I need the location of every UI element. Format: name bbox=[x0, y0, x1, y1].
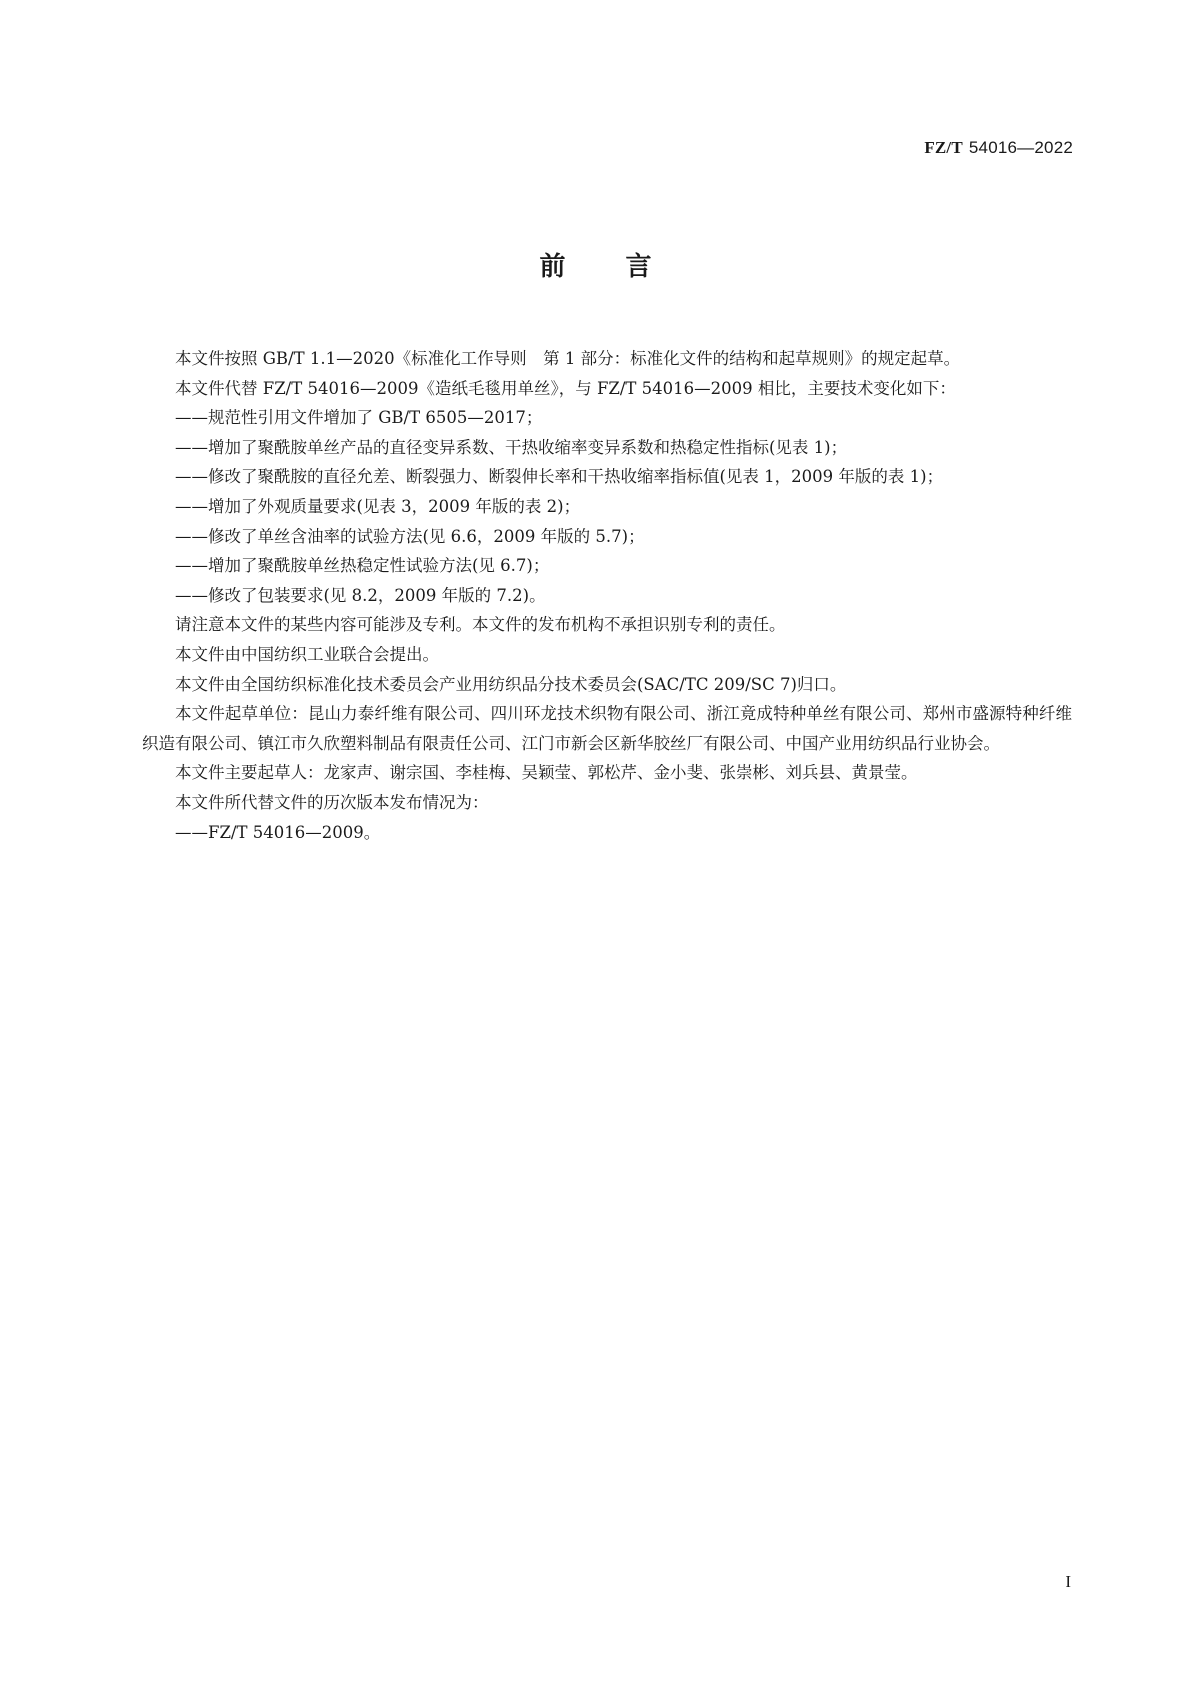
paragraph-administrator: 本文件由全国纺织标准化技术委员会产业用纺织品分技术委员会(SAC/TC 209/SC 7)归口。 bbox=[175, 674, 847, 694]
change-item: ——增加了聚酰胺单丝产品的直径变异系数、干热收缩率变异系数和热稳定性指标(见表 1)； bbox=[175, 437, 848, 457]
page-number: I bbox=[1065, 1572, 1071, 1591]
paragraph-proposer: 本文件由中国纺织工业联合会提出。 bbox=[175, 644, 439, 664]
paragraph-drafting-units: 本文件起草单位：昆山力泰纤维有限公司、四川环龙技术织物有限公司、浙江竟成特种单丝有限公司、郑州市盛源特种纤维织造有限公司、镇江市久欣塑料制品有限责任公司、江门市新会区新华胶丝厂有限公司、中国产业用纺织品行业协会。 bbox=[142, 704, 1072, 753]
paragraph-patent-notice: 请注意本文件的某些内容可能涉及专利。本文件的发布机构不承担识别专利的责任。 bbox=[175, 615, 786, 635]
paragraph-history-intro: 本文件所代替文件的历次版本发布情况为： bbox=[175, 792, 489, 812]
history-item: ——FZ/T 54016—2009。 bbox=[175, 822, 381, 842]
paragraph-replacement: 本文件代替 FZ/T 54016—2009《造纸毛毯用单丝》，与 FZ/T 54016—2009 相比，主要技术变化如下： bbox=[175, 378, 956, 398]
change-item: ——增加了外观质量要求(见表 3，2009 年版的表 2)； bbox=[175, 496, 581, 516]
change-item: ——修改了包装要求(见 8.2，2009 年版的 7.2)。 bbox=[175, 585, 546, 605]
paragraph-drafting-rules: 本文件按照 GB/T 1.1—2020《标准化工作导则 第 1 部分：标准化文件的结构和起草规则》的规定起草。 bbox=[175, 349, 961, 368]
foreword-body bbox=[142, 344, 1072, 847]
change-item: ——规范性引用文件增加了 GB/T 6505—2017； bbox=[175, 408, 543, 428]
change-item: ——修改了单丝含油率的试验方法(见 6.6，2009 年版的 5.7)； bbox=[175, 526, 645, 546]
document-number-value: 54016—2022 bbox=[968, 138, 1073, 157]
document-number bbox=[924, 138, 1073, 158]
document-number-prefix: FZ/T bbox=[924, 138, 963, 157]
change-item: ——增加了聚酰胺单丝热稳定性试验方法(见 6.7)； bbox=[175, 556, 550, 576]
page-title: 前言 bbox=[539, 252, 712, 282]
change-item: ——修改了聚酰胺的直径允差、断裂强力、断裂伸长率和干热收缩率指标值(见表 1，2009 年版的表 1)； bbox=[175, 467, 944, 487]
paragraph-drafters: 本文件主要起草人：龙家声、谢宗国、李桂梅、吴颖莹、郭松芹、金小斐、张崇彬、刘兵县、黄景莹。 bbox=[175, 763, 918, 783]
